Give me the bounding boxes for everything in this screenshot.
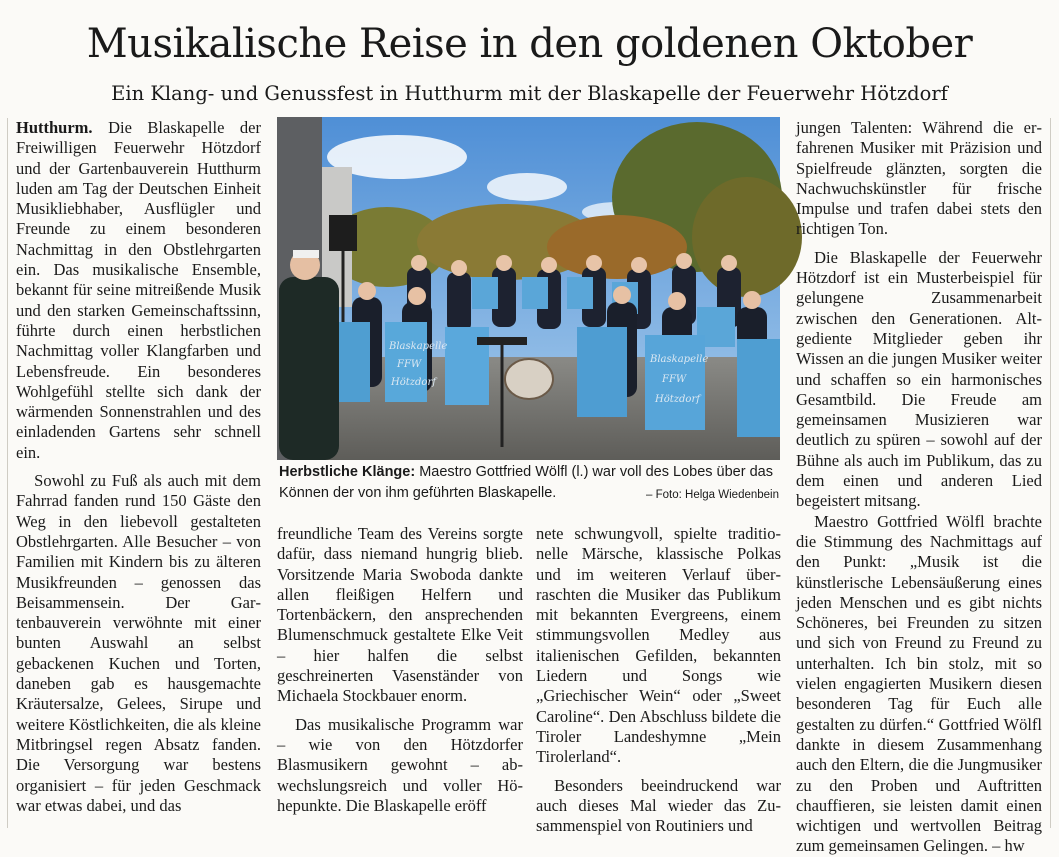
column-edge-right — [1050, 118, 1051, 828]
stand-text: Hötzdorf — [655, 394, 700, 405]
paragraph: jungen Talenten: Während die erfahrenen Musiker mit Präzision und Spielfreude glänzten, sorgten die Nachwuchskünstler für frische Impulse und trafen dabei stets den richtigen Ton. — [796, 118, 1042, 239]
paragraph — [16, 118, 261, 463]
article-column-1 — [16, 118, 261, 830]
paragraph: Die Blaskapelle der Feuerwehr Hötzdorf ist ein Musterbeispiel für gelungene Zusammenarbeit zwischen den Generationen. Altgediente Mitglieder geben ihr Wissen an die jungen Musiker weiter und schaffen so ein harmonisches Gesamtbild. Die Freude am gemeinsamen Musizieren war deutlich zu spüren – sowohl auf der Bühne als auch im Publikum, das zu dem einen und anderen Lied begeistert mitsang. — [796, 247, 1042, 511]
photo-credit: – Foto: Helga Wiedenbein — [646, 489, 779, 501]
stand-text: Blaskapelle — [389, 341, 448, 352]
paragraph: Besonders beeindruckend war auch dieses Mal wieder das Zusammenspiel von Routiniers und — [536, 775, 781, 836]
article-column-4 — [796, 118, 1042, 856]
article-column-3 — [536, 524, 781, 836]
dateline: Hutthurm. — [16, 118, 93, 137]
stand-text: Hötzdorf — [391, 377, 436, 388]
paragraph: freundliche Team des Vereins sorgte dafür, dass niemand hungrig blieb. Vorsitzende Maria Swoboda dankte allen fleißigen Helfern und Tortenbäckern, den ansprechenden Blumenschmuck gestaltete Elke Veit – hier halfen die selbst geschreinerten Vasenständer von Michaela Stockbauer enorm. — [277, 524, 523, 706]
paragraph-text: Die Blaskapelle der Freiwilligen Feuerwehr Hötzdorf und der Gartenbauverein Hutthurm luden am Tag der Deutschen Einheit Musikliebhaber, Ausflügler und Freunde zu einem besonderen Nachmittag in den Obstlehrgarten ein. Das musikalische Ensemble, bekannt für seine mitreißende Musik und den starken Gemeinschaftssinn, führte durch einen herbstlichen Nachmittag voller Klangfarben und Lebensfreude. Ein besonderes Wohlgefühl stellte sich dank der wärmenden Sonnenstrahlen und des einladenden Gartens sehr schnell ein. — [16, 118, 261, 462]
paragraph: Sowohl zu Fuß als auch mit dem Fahrrad fanden rund 150 Gäste den Weg in den liebevoll gestalteten Obstlehrgarten. Alle Besucher – von Familien mit Kindern bis zu älteren Musikfreunden – genossen das Beisammensein. Der Gartenbauverein verwöhnte mit einer bunten Auswahl an selbst gebackenen Kuchen und Torten, daneben gab es hausgemachte Kräutersalze, Gelees, Sirupe und weitere Köstlichkeiten, die als kleine Mitbringsel regen Absatz fanden. Die Versorgung war bestens organisiert – für jeden Geschmack war etwas dabei, und das — [16, 471, 261, 815]
stand-text: FFW — [662, 374, 687, 385]
paragraph: Das musikalische Programm war – wie von den Hötzdorfer Blasmusikern gewohnt – abwechslungsreich und voller Höhepunkte. Die Blaskapelle eröff — [277, 714, 523, 815]
band-photo-illustration — [277, 117, 780, 460]
stand-text: Blaskapelle — [650, 354, 709, 365]
photo-caption — [279, 462, 779, 506]
column-edge-left — [7, 118, 8, 828]
caption-text: Maestro Gottfried Wölfl (l.) war voll des Lobes über das Können der von ihm geführten Blaskapelle. — [279, 464, 773, 501]
caption-lead: Herbstliche Klänge: — [279, 464, 416, 480]
article-column-2 — [277, 524, 523, 830]
paragraph: Maestro Gottfried Wölfl brachte die Stimmung des Nachmittags auf den Punkt: „Musik ist die künstlerische Lebensäußerung eines jeden Menschen und es gibt nichts Schöneres, bei Freunden zu sitzen und sich von Freund zu Freund zu unterhalten. Ich bin stolz, mit so vielen engagierten Musikern diesen besonderen Tag für Euch alle gestalten zu dürfen.“ Gottfried Wölfl dankte in diesem Zusammenhang auch den Eltern, die die Jungmusiker zu den Proben und Auftritten chauffieren, sie leisten damit einen wichtigen und wertvollen Beitrag zum gemeinsamen Gelingen. – hw — [796, 511, 1042, 856]
article-photo — [277, 117, 780, 460]
article-headline: Musikalische Reise in den goldenen Oktober — [86, 21, 973, 67]
paragraph: nete schwungvoll, spielte traditionelle Märsche, klassische Polkas und im weiteren Verlauf überraschten die Musiker das Publikum mit bekannten Evergreens, einem stimmungsvollen Medley aus italienischen Gefilden, bekannten Liedern und Songs wie „Griechischer Wein“ oder „Sweet Caroline“. Den Abschluss bildete die Tiroler Landeshymne „Mein Tirolerland“. — [536, 524, 781, 767]
stand-text: FFW — [397, 359, 422, 370]
article-subheadline: Ein Klang- und Genussfest in Hutthurm mit der Blaskapelle der Feuerwehr Hötzdorf — [111, 82, 948, 105]
